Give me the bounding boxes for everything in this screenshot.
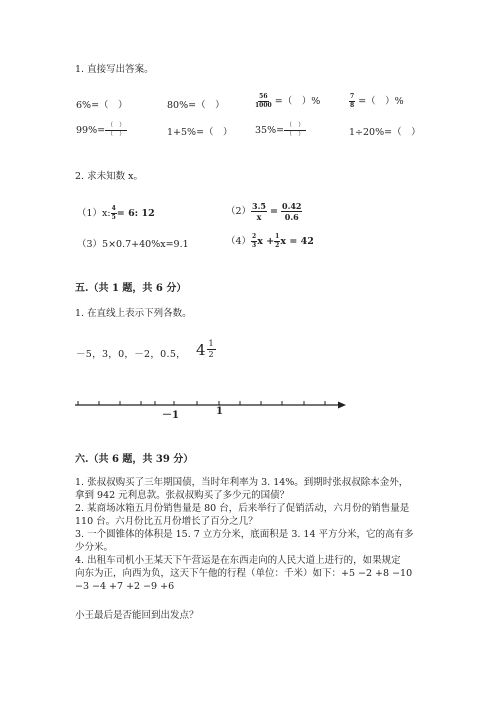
q1-item-1plus5pct: 1+5%=（ ） [167, 127, 233, 138]
q1-item-56-1000 [255, 93, 320, 109]
q2-title: 2. 求未知数 x。 [75, 171, 143, 182]
q2-eq1-rest: = 6: 12 [116, 208, 155, 219]
tick-label-1: 1 [216, 406, 223, 417]
q2-eq4-rest: x = 42 [280, 236, 314, 247]
section6-header: 六.（共 6 题，共 39 分） [75, 454, 194, 465]
frac-den: 5 [111, 214, 116, 221]
section6-q1-line2: 拿到 942 元利息款。张叔叔购买了多少元的国债？ [75, 490, 290, 501]
q2-eq2 [226, 202, 302, 221]
frac-den: （ ） [107, 131, 126, 138]
q1-item-80pct: 80%=（ ） [167, 100, 225, 111]
q1-item-99pct [76, 123, 127, 138]
frac-den: （ ） [286, 131, 305, 138]
q1-item-7-8 [349, 93, 404, 109]
frac-den: 2 [208, 350, 214, 359]
frac-num: 3.5 [252, 201, 266, 211]
frac-den: 3 [252, 242, 257, 249]
q1-item-99pct-pre: 99%= [76, 125, 106, 136]
frac-den: 8 [350, 102, 355, 109]
q2-eq4-mid: x + [257, 236, 275, 247]
frac-den: 0.6 [284, 212, 299, 222]
q1-item-7-8-rest: =（ ）% [358, 96, 404, 107]
tick-label-neg1: －1 [162, 410, 179, 421]
number-line-arrow [338, 402, 346, 409]
section6-q2-line1: 2. 某商场冰箱五月份销售量是 80 台，后来举行了促销活动，六月份的销售量是 [75, 503, 410, 514]
section6-q2 [75, 502, 435, 528]
section6-q4-line1: 4. 出租车司机小王某天下午营运是在东西走向的人民大道上进行的，如果规定 [75, 555, 401, 566]
q2-eq4 [226, 233, 314, 249]
frac-num: 1 [208, 339, 214, 348]
q2-eq1 [77, 205, 155, 221]
section6-q5: 小王最后是否能回到出发点？ [75, 610, 199, 621]
frac-num: 7 [350, 93, 355, 100]
q1-item-56-1000-rest: =（ ）% [274, 96, 321, 107]
section6-q3-line2: 少分米。 [75, 542, 114, 553]
section6-q3 [75, 528, 435, 554]
q2-eq1-pre: （1）x: [77, 208, 111, 219]
section6-q3-line1: 3. 一个圆锥体的体积是 15. 7 立方分米，底面积是 3. 14 平方分米，它的高有多 [75, 529, 414, 540]
frac-den: 1000 [255, 102, 272, 109]
frac-den: x [256, 212, 262, 222]
frac-num: 1 [275, 233, 280, 240]
section6-q1-line1: 1. 张叔叔购买了三年期国债，当时年利率为 3. 14%。到期时张叔叔除本金外， [75, 477, 409, 488]
q2-eq2-equals: = [270, 206, 278, 217]
section6-q1 [75, 476, 435, 502]
frac-num: 56 [259, 93, 268, 100]
frac-num: 4 [111, 205, 116, 212]
q1-item-1div20pct: 1÷20%=（ ） [349, 127, 421, 138]
section5-header: 五.（共 1 题，共 6 分） [75, 283, 187, 294]
section6-q4-line2: 向东为正，向西为负，这天下午他的行程（单位：千米）如下：+5 −2 +8 −10 [75, 568, 413, 579]
number-line [70, 396, 355, 416]
section5-numbers: －5，3，0，－2，0.5， [76, 349, 186, 360]
section5-mixed-number [196, 340, 216, 359]
q1-item-35pct-pre: 35%= [255, 125, 285, 136]
q2-eq2-pre: （2） [226, 206, 252, 217]
section6-q2-line2: 110 台。六月份比五月份增长了百分之几？ [75, 516, 258, 527]
section6-q4-line3: −3 −4 +7 +2 −9 +6 [75, 581, 175, 592]
frac-num: 0.42 [282, 201, 302, 211]
frac-num: 2 [252, 233, 257, 240]
number-line-ticks [78, 401, 325, 405]
q1-title: 1. 直接写出答案。 [75, 64, 154, 75]
frac-num: （ ） [286, 122, 305, 129]
q1-item-6pct: 6%=（ ） [76, 100, 128, 111]
section5-q1: 1. 在直线上表示下列各数。 [75, 308, 192, 319]
q2-eq3: （3）5×0.7+40%x=9.1 [77, 239, 189, 250]
section6-q4 [75, 554, 435, 593]
frac-num: （ ） [107, 122, 126, 129]
q1-item-35pct [255, 123, 306, 138]
q2-eq4-pre: （4） [226, 236, 252, 247]
mixed-whole: 4 [196, 340, 206, 359]
frac-den: 2 [275, 242, 280, 249]
